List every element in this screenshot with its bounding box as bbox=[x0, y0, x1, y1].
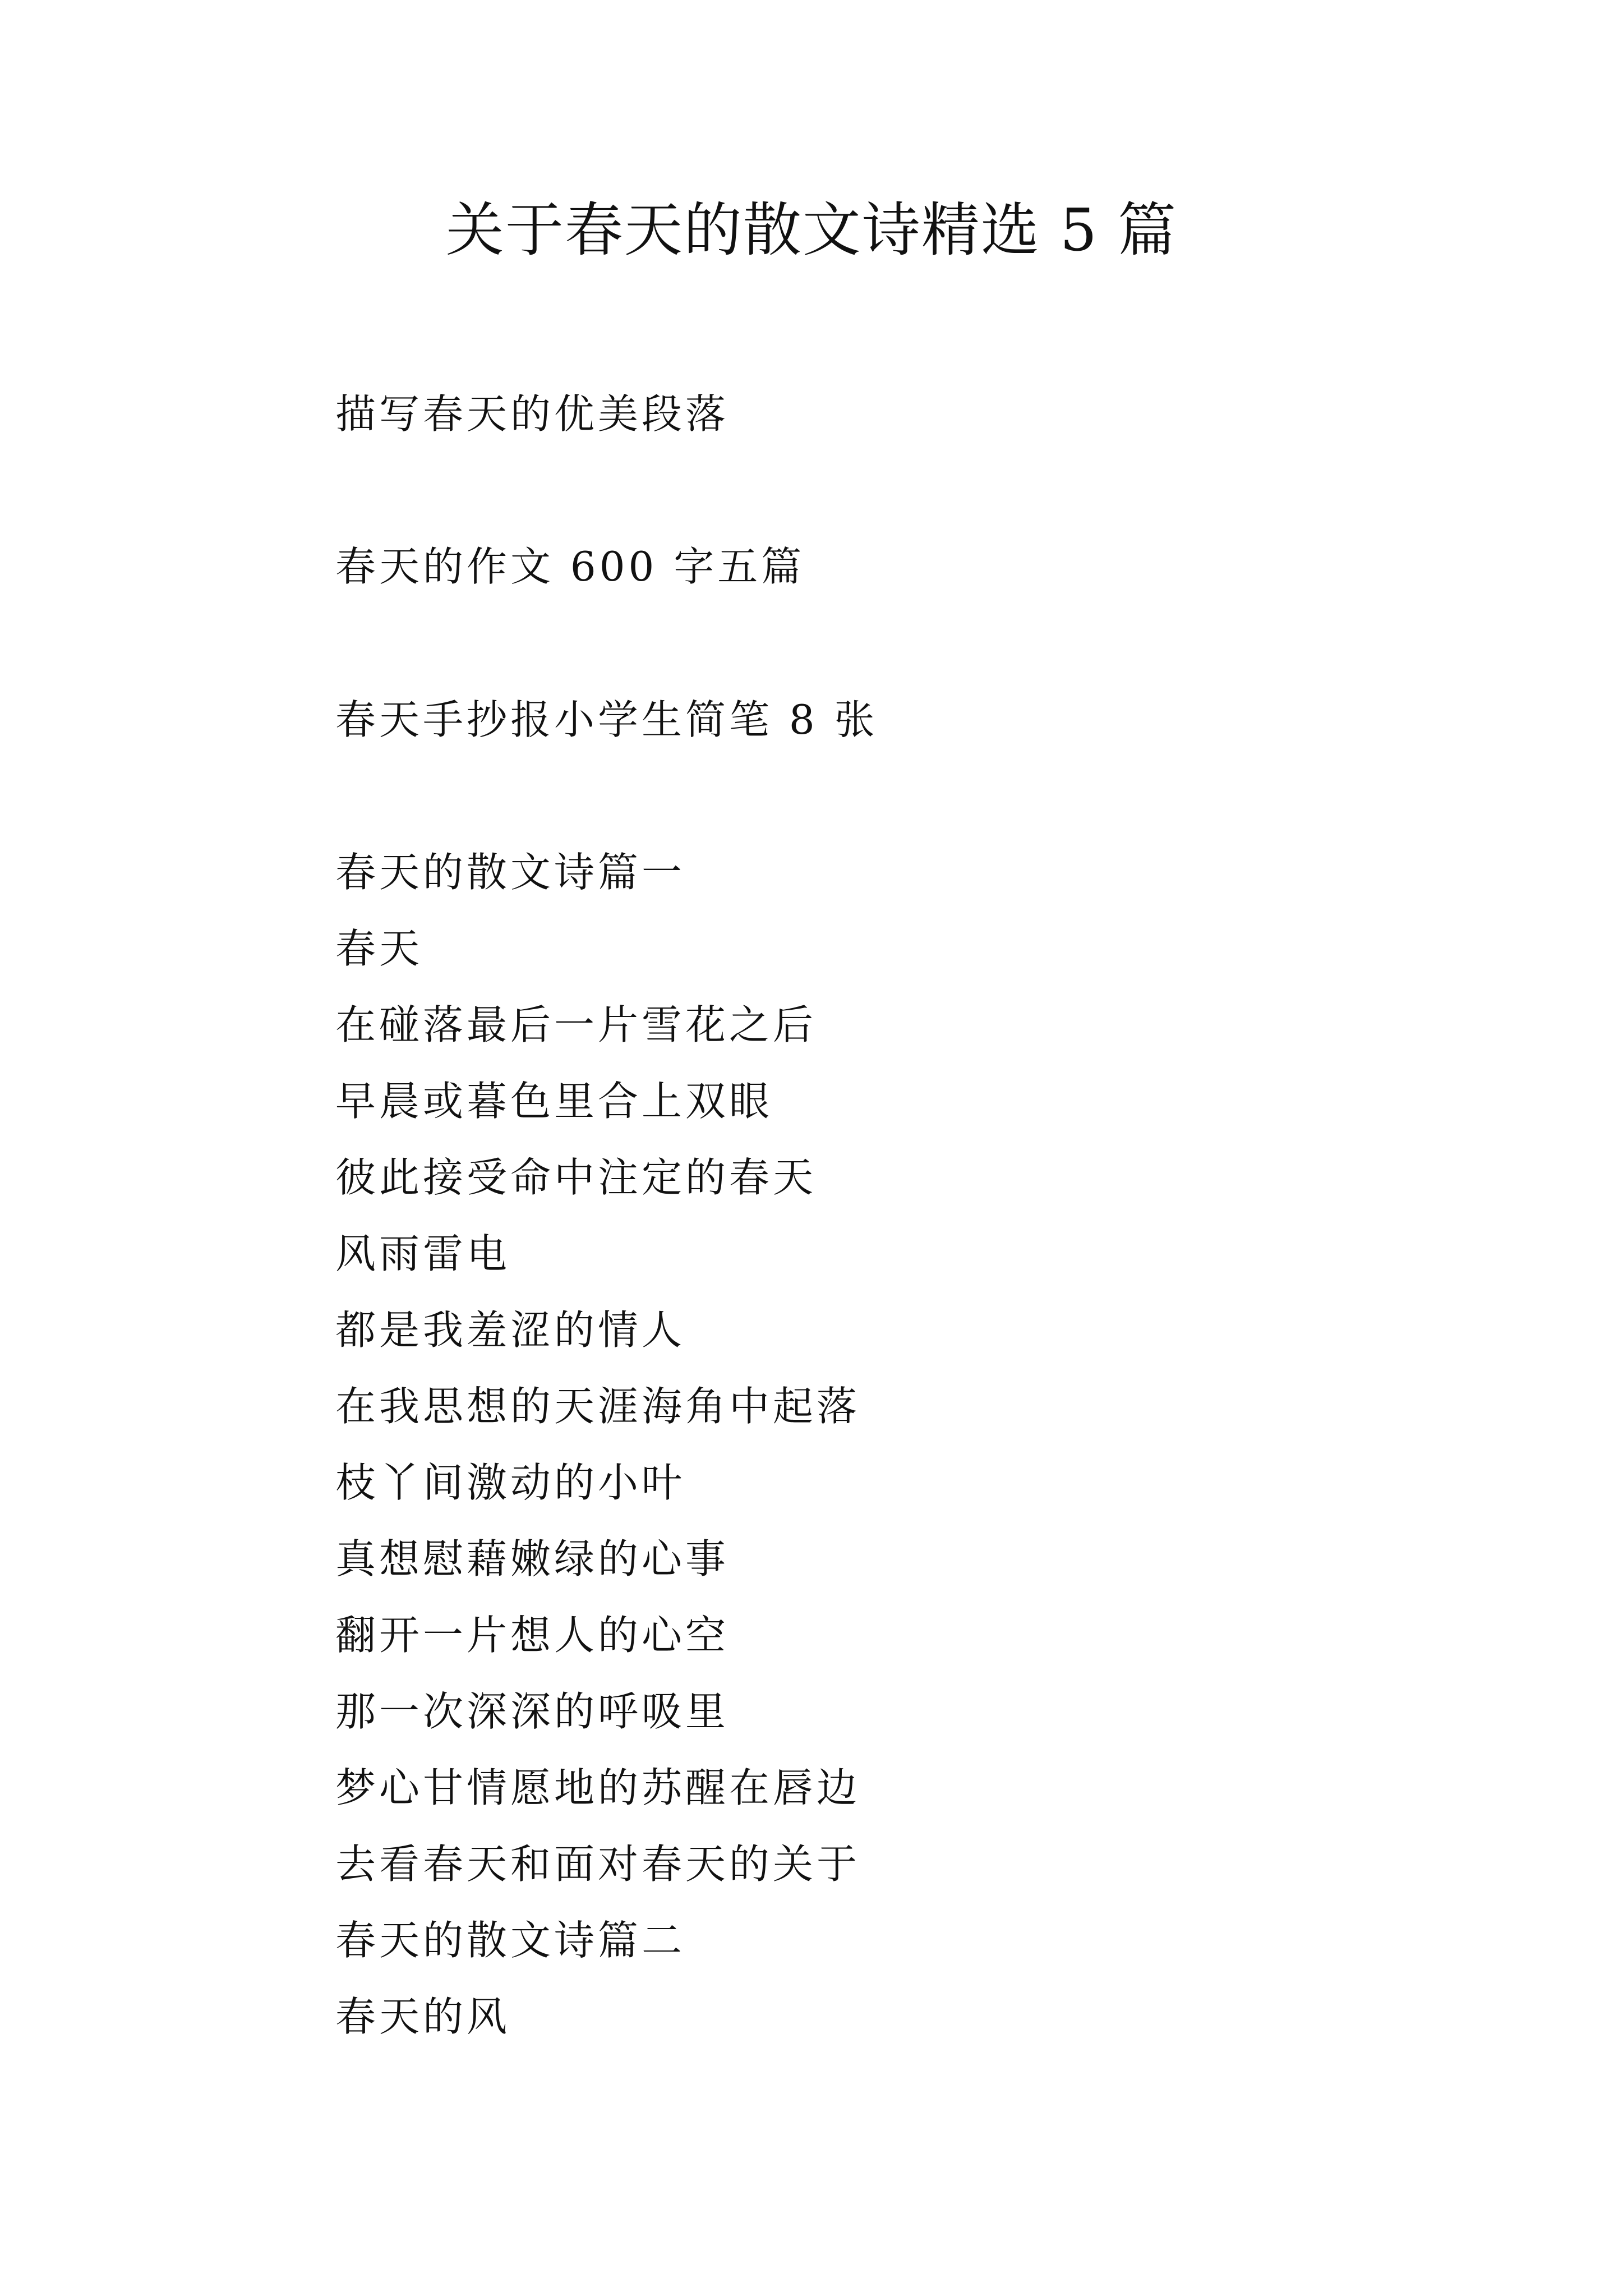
related-link-3[interactable]: 春天手抄报小学生简笔 8 张 bbox=[335, 696, 878, 743]
poem-one-line-6: 都是我羞涩的情人 bbox=[335, 1306, 686, 1354]
poem-one-line-4: 彼此接受命中注定的春天 bbox=[335, 1154, 817, 1201]
poem-one-line-5: 风雨雷电 bbox=[335, 1230, 511, 1277]
poem-one-line-1: 春天 bbox=[335, 925, 423, 972]
poem-one-line-12: 梦心甘情愿地的苏醒在唇边 bbox=[335, 1764, 861, 1811]
related-link-1[interactable]: 描写春天的优美段落 bbox=[335, 390, 730, 438]
poem-one-line-11: 那一次深深的呼吸里 bbox=[335, 1688, 730, 1735]
poem-one-line-3: 早晨或暮色里合上双眼 bbox=[335, 1078, 773, 1125]
document-title: 关于春天的散文诗精选 5 篇 bbox=[445, 196, 1178, 264]
poem-one-line-7: 在我思想的天涯海角中起落 bbox=[335, 1383, 861, 1430]
poem-one-heading: 春天的散文诗篇一 bbox=[335, 849, 686, 896]
poem-one-line-9: 真想慰藉嫩绿的心事 bbox=[335, 1535, 730, 1582]
poem-two-heading: 春天的散文诗篇二 bbox=[335, 1917, 686, 1964]
related-link-2[interactable]: 春天的作文 600 字五篇 bbox=[335, 543, 805, 590]
poem-one-line-13: 去看春天和面对春天的关于 bbox=[335, 1841, 861, 1888]
poem-one-line-10: 翻开一片想人的心空 bbox=[335, 1612, 730, 1659]
poem-two-line-1: 春天的风 bbox=[335, 1993, 511, 2040]
poem-one-line-8: 枝丫间激动的小叶 bbox=[335, 1459, 686, 1506]
poem-one-line-2: 在碰落最后一片雪花之后 bbox=[335, 1001, 817, 1048]
